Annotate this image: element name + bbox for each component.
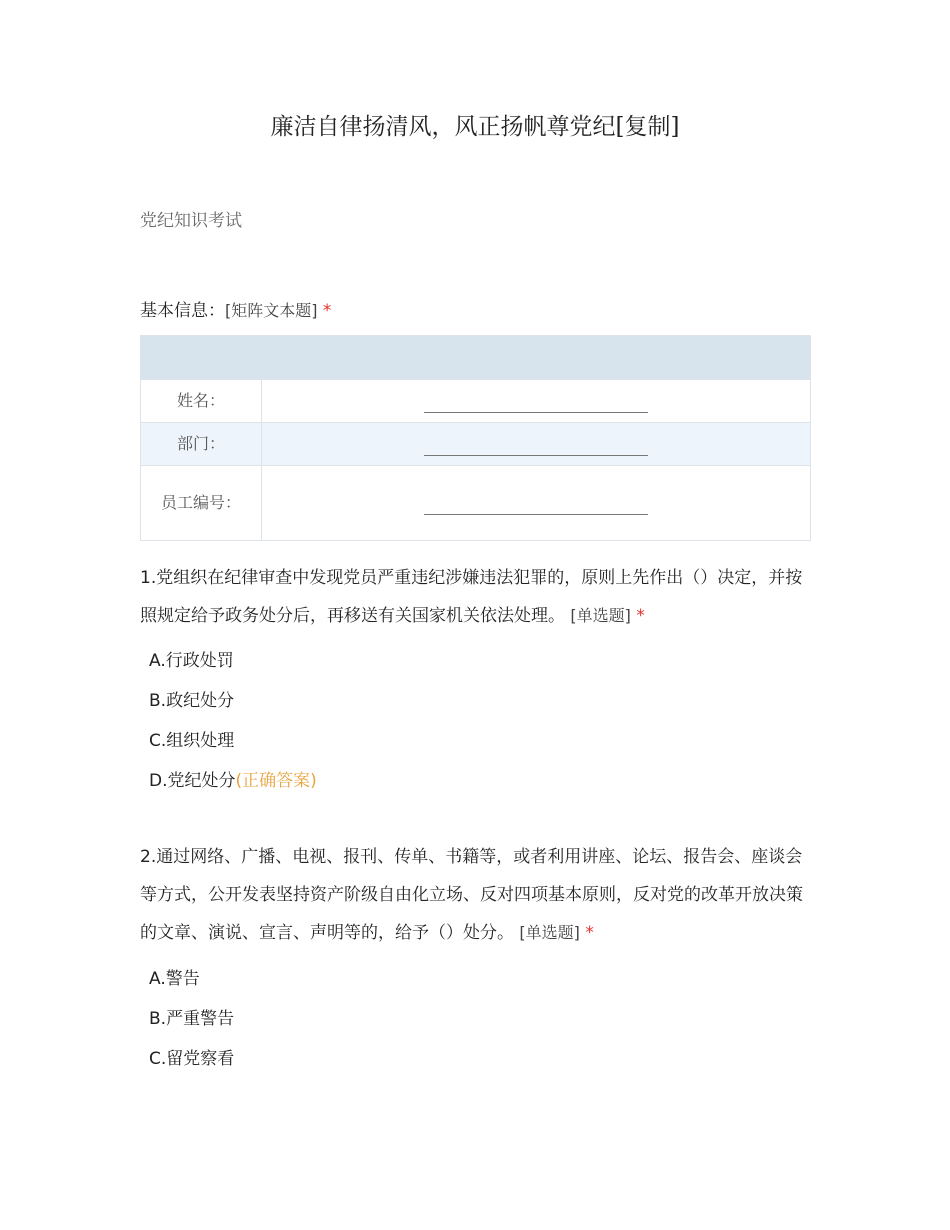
- name-input[interactable]: [262, 380, 811, 423]
- required-mark: *: [322, 301, 332, 321]
- option-a[interactable]: [149, 647, 234, 675]
- matrix-row-label: 姓名：: [141, 380, 262, 423]
- option-d[interactable]: [149, 767, 317, 795]
- option-c[interactable]: [149, 727, 234, 755]
- required-mark: *: [585, 923, 594, 943]
- blank-line: [424, 500, 648, 515]
- matrix-row-label: 员工编号：: [141, 466, 262, 541]
- matrix-header-row: [141, 336, 811, 380]
- option-label: C.留党察看: [149, 1049, 235, 1069]
- option-label: C.组织处理: [149, 731, 235, 751]
- question-text: 2.通过网络、广播、电视、报刊、传单、书籍等，或者利用讲座、论坛、报告会、座谈会等方式，公开发表坚持资产阶级自由化立场、反对四项基本原则，反对党的改革开放决策的文章、演说、宣言、声明等的，给予（）处分。: [140, 847, 803, 943]
- department-input[interactable]: [262, 423, 811, 466]
- option-c[interactable]: [149, 1045, 234, 1073]
- option-b[interactable]: [149, 1005, 234, 1033]
- required-mark: *: [636, 606, 645, 626]
- matrix-row-name: [141, 380, 811, 423]
- question-type: [矩阵文本题]: [225, 301, 318, 320]
- question-type: [单选题]: [519, 923, 580, 942]
- matrix-row-label: 部门：: [141, 423, 262, 466]
- option-label: A.行政处罚: [149, 651, 234, 671]
- blank-line: [424, 441, 648, 456]
- option-label: A.警告: [149, 969, 200, 989]
- option-label: B.政纪处分: [149, 691, 235, 711]
- survey-description: 党纪知识考试: [140, 211, 242, 231]
- matrix-row-employee-id: [141, 466, 811, 541]
- question-2: [140, 838, 812, 952]
- basic-info-matrix: [140, 335, 811, 541]
- option-label: D.党纪处分: [149, 771, 236, 791]
- option-label: B.严重警告: [149, 1009, 235, 1029]
- matrix-header-cell: [262, 336, 811, 380]
- question-type: [单选题]: [570, 606, 631, 625]
- correct-answer-note: (正确答案): [235, 771, 317, 791]
- blank-line: [424, 398, 648, 413]
- employee-id-input[interactable]: [262, 466, 811, 541]
- option-a[interactable]: [149, 965, 200, 993]
- basic-info-heading: [140, 292, 812, 330]
- question-1: [140, 559, 812, 635]
- question-text: 1.党组织在纪律审查中发现党员严重违纪涉嫌违法犯罪的，原则上先作出（）决定，并按照规定给予政务处分后，再移送有关国家机关依法处理。: [140, 568, 803, 626]
- matrix-header-cell: [141, 336, 262, 380]
- survey-title: 廉洁自律扬清风，风正扬帆尊党纪[复制]: [270, 114, 680, 140]
- option-b[interactable]: [149, 687, 234, 715]
- basic-info-label: 基本信息：: [140, 301, 225, 321]
- matrix-row-department: [141, 423, 811, 466]
